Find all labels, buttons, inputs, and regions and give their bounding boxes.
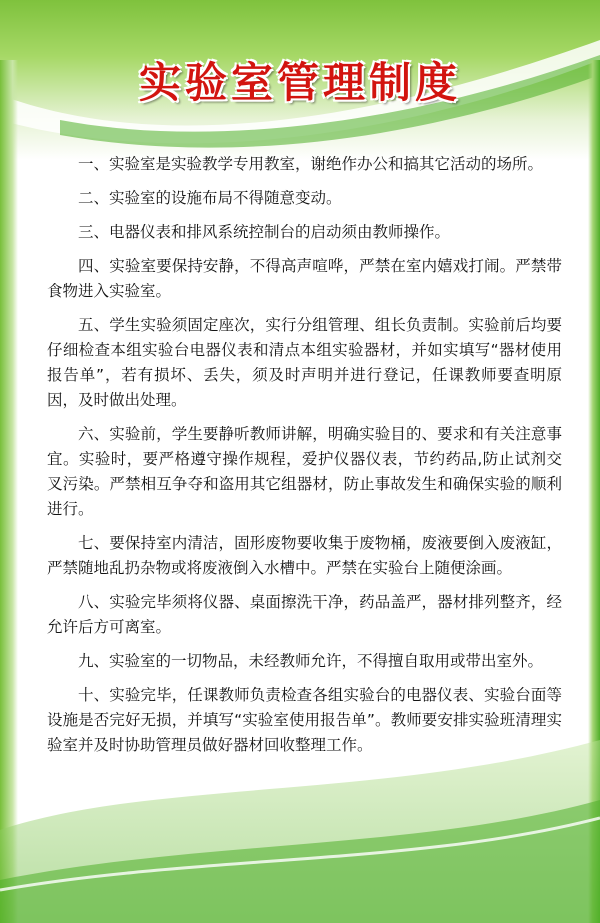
rule-item: 六、实验前，学生要静听教师讲解，明确实验目的、要求和有关注意事宜。实验时，要严格遵守操作规程，爱护仪器仪表，节约药品,防止试剂交叉污染。严禁相互争夺和盗用其它组器材，防止事故发生和确保实验的顺利进行。 [47,425,562,518]
poster-title: 实验室管理制度 [138,58,461,107]
rule-item: 八、实验完毕须将仪器、桌面擦洗干净，药品盖严，器材排列整齐，经允许后方可离室。 [47,593,562,636]
rule-item: 四、实验室要保持安静，不得高声喧哗，严禁在室内嬉戏打闹。严禁带食物进入实验室。 [47,257,562,300]
rule-item: 七、要保持室内清洁，固形废物要收集于废物桶，废液要倒入废液缸，严禁随地乱扔杂物或将废液倒入水槽中。严禁在实验台上随便涂画。 [47,534,562,577]
footer-swoosh [0,740,600,923]
rule-item: 二、实验室的设施布局不得随意变动。 [78,189,342,207]
rule-item: 九、实验室的一切物品，未经教师允许，不得擅自取用或带出室外。 [78,652,544,670]
rule-item: 一、实验室是实验教学专用教室，谢绝作办公和搞其它活动的场所。 [78,155,544,173]
rule-item: 三、电器仪表和排风系统控制台的启动须由教师操作。 [78,223,451,241]
rules-list [47,152,562,767]
rule-item: 十、实验完毕，任课教师负责检查各组实验台的电器仪表、实验台面等设施是否完好无损，并填写“实验室使用报告单”。教师要安排实验班清理实验室并及时协助管理员做好器材回收整理工作。 [47,686,562,754]
rule-item: 五、学生实验须固定座次，实行分组管理、组长负责制。实验前后均要仔细检查本组实验台电器仪表和清点本组实验器材，并如实填写“器材使用报告单”，若有损坏、丢失，须及时声明并进行登记，任课教师要查明原因，及时做出处理。 [47,316,562,409]
